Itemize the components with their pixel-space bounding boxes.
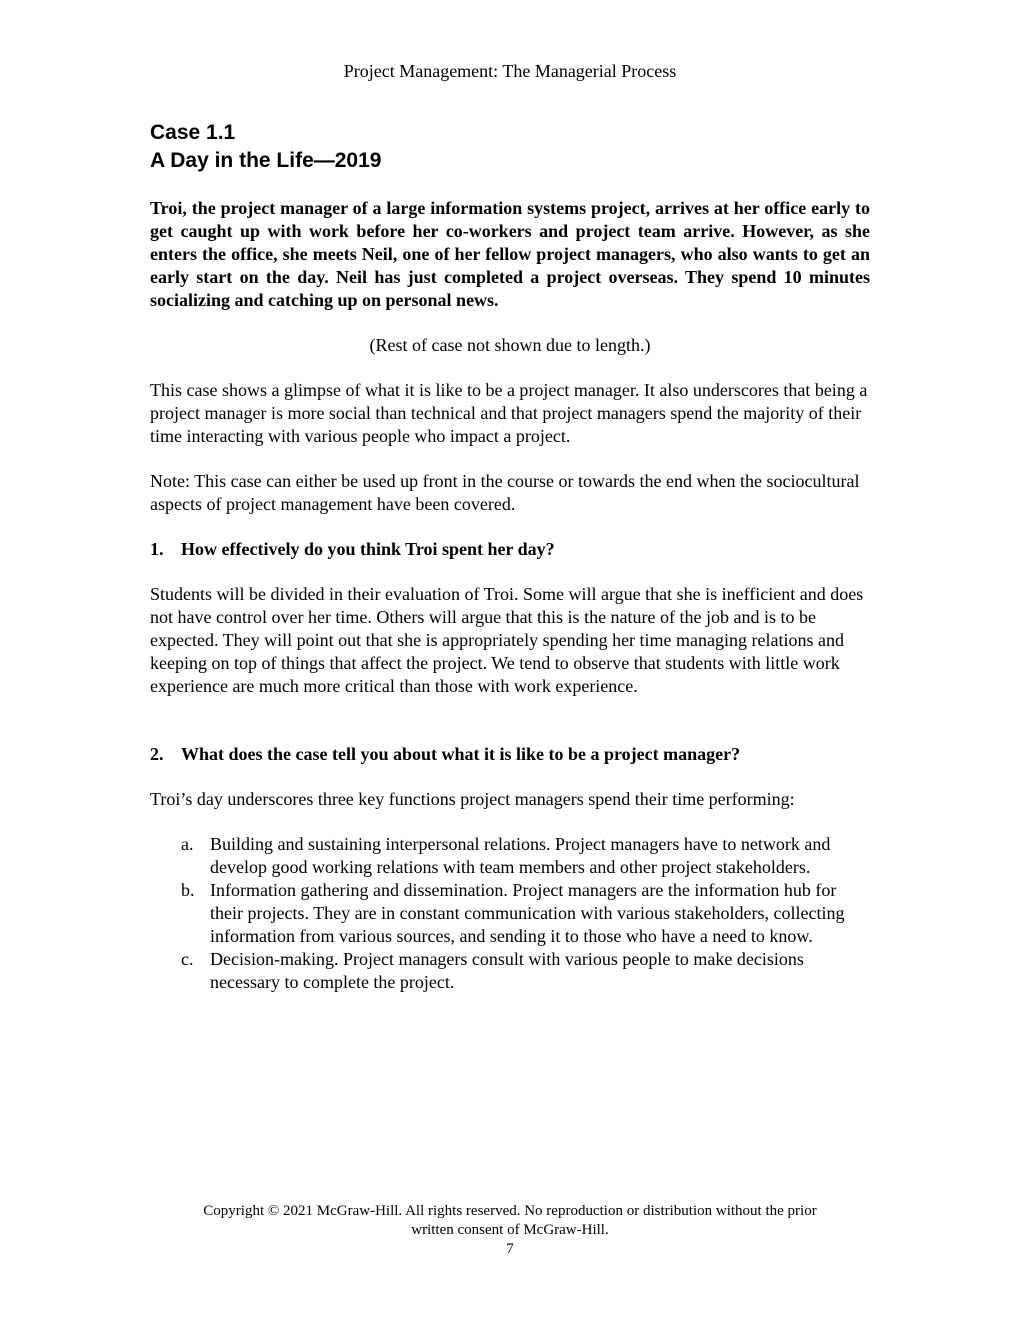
case-title: A Day in the Life—2019 (150, 149, 382, 172)
list-item (181, 948, 870, 994)
usage-note: Note: This case can either be used up front in the course or towards the end when the sociocultural aspects of project management have been covered. (150, 471, 860, 514)
page-footer (0, 1202, 1020, 1259)
copyright-line-1: Copyright © 2021 McGraw-Hill. All rights reserved. No reproduction or distribution without the prior (203, 1203, 817, 1219)
page-content (150, 119, 870, 994)
list-item (181, 833, 870, 879)
question-2 (150, 743, 870, 766)
list-item-text: Building and sustaining interpersonal relations. Project managers have to network and develop good working relations with team members and other project stakeholders. (210, 834, 831, 877)
running-header: Project Management: The Managerial Process (343, 61, 677, 81)
case-intro: Troi, the project manager of a large information systems project, arrives at her office early to get caught up with work before her co-workers and project team arrive. However, as she enters the office, she meets Neil, one of her fellow project managers, who also wants to get an early start on the day. Neil has just completed a project overseas. They spend 10 minutes socializing and catching up on personal news. (150, 198, 870, 310)
list-item (181, 879, 870, 948)
answer-1: Students will be divided in their evaluation of Troi. Some will argue that she is inefficient and does not have control over her time. Others will argue that this is the nature of the job and is to be expected. They will point out that she is appropriately spending her time managing relations and keeping on top of things that affect the project. We tend to observe that students with little work experience are much more critical than those with work experience. (150, 584, 864, 696)
case-summary: This case shows a glimpse of what it is like to be a project manager. It also underscores that being a project manager is more social than technical and that project managers spend the majority of their time interacting with various people who impact a project. (150, 380, 868, 446)
list-item-letter: c. (181, 949, 194, 969)
question-number: 2. (150, 744, 164, 764)
omitted-note: (Rest of case not shown due to length.) (369, 335, 651, 355)
case-heading (150, 119, 870, 175)
question-text: What does the case tell you about what it is like to be a project manager? (181, 744, 741, 764)
list-item-letter: b. (181, 880, 195, 900)
page-number: 7 (506, 1241, 514, 1257)
question-text: How effectively do you think Troi spent her day? (181, 539, 555, 559)
case-number: Case 1.1 (150, 121, 236, 144)
list-item-letter: a. (181, 834, 194, 854)
copyright-line-2: written consent of McGraw-Hill. (411, 1222, 609, 1238)
question-1 (150, 538, 870, 561)
answer-2: Troi’s day underscores three key functions project managers spend their time performing: (150, 789, 795, 809)
list-item-text: Decision-making. Project managers consult with various people to make decisions necessary to complete the project. (210, 949, 804, 992)
list-item-text: Information gathering and dissemination. Project managers are the information hub for their projects. They are in constant communication with various stakeholders, collecting information from various sources, and sending it to those who have a need to know. (210, 880, 845, 946)
question-number: 1. (150, 539, 164, 559)
functions-list (150, 833, 870, 994)
